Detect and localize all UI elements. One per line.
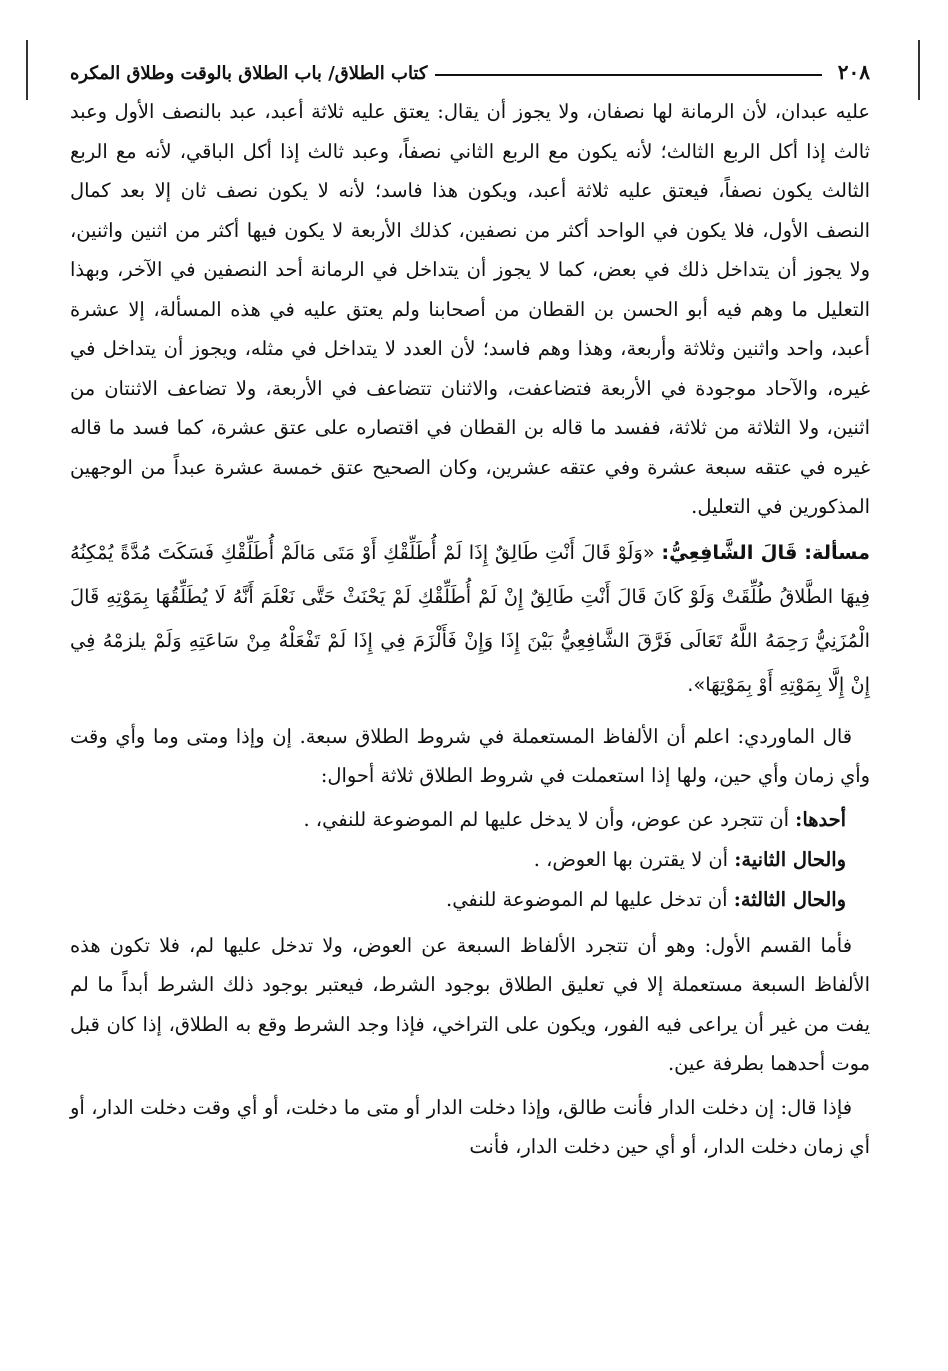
masala-paragraph <box>70 531 870 707</box>
list-item-label: أحدها: <box>795 807 846 831</box>
body-text <box>70 92 870 1167</box>
right-margin-mark <box>918 40 920 100</box>
paragraph-1: عليه عبدان، لأن الرمانة لها نصفان، ولا يجوز أن يقال: يعتق عليه ثلاثة أعبد، عبد بالنصف الأول وعبد ثالث إذا أكل الربع الثالث؛ لأنه يكون مع الربع الثاني نصفاً، وعبد ثالث إذا أكل الباقي، لأنه مع الربع الثالث يكون نصفاً، فيعتق عليه ثلاثة أعبد، ويكون هذا فاسد؛ لأنه لا يكون نصف ثان إلا بعد كمال النصف الأول، فلا يكون في الواحد أكثر من نصفين، كذلك الأربعة لا يكون فيها أكثر من اثنين واثنين، ولا يجوز أن يتداخل ذلك في بعض، كما لا يجوز أن يتداخل في الرمانة أحد النصفين في الآخر، وبهذا التعليل ما وهم فيه أبو الحسن بن القطان من أصحابنا ولم يعتق عليه في هذه المسألة، إلا عشرة أعبد، واحد واثنين وثلاثة وأربعة، وهذا وهم فاسد؛ لأن العدد لا يتداخل في مثله، ويجوز أن يتداخل في غيره، والآحاد موجودة في الأربعة فتضاعفت، والاثنان تتضاعف في الأربعة، ولا تضاعف الاثنتان من اثنين، ولا الثلاثة من ثلاثة، ففسد ما قاله بن القطان في اقتصاره على عتق عشرة، كما فسد ما قاله غيره في عتقه سبعة عشرة وفي عتقه عشرين، وكان الصحيح عتق خمسة عشرة عبداً من الوجهين المذكورين في التعليل. <box>70 100 870 518</box>
header-title: كتاب الطلاق/ باب الطلاق بالوقت وطلاق المكره <box>70 63 428 84</box>
list-item <box>70 880 846 920</box>
list-item-text: أن لا يقترن بها العوض، . <box>533 847 729 871</box>
list-item-label: والحال الثالثة: <box>733 887 846 911</box>
masala-quote: «وَلَوْ قَالَ أَنْتِ طَالِقٌ إِذَا لَمْ أُطَلِّقْكِ أَوْ مَتَى مَالَمْ أُطَلِّقْكِ فَسَكَتَ مُدَّةً يُمْكِنُهُ فِيهَا الطَّلاقُ طُلِّقَتْ وَلَوْ كَانَ قَالَ أَنْتِ طَالِقٌ إِنْ لَمْ أُطَلِّقْكِ لَمْ يَحْنَثْ حَتَّى نَعْلَمَ أَنَّهُ لَا يُطَلِّقُهَا بِمَوْتِهِ قَالَ الْمُزَنِيُّ رَحِمَهُ اللَّهُ تَعَالَى فَرَّقَ الشَّافِعِيُّ بَيْنَ إِذَا وَإِنْ فَأَلْزَمَ فِي إِذَا لَمْ تَفْعَلْهُ مِنْ سَاعَتِهِ وَلَمْ يلزمْهُ فِي إِنْ إِلَّا بِمَوْتِهِ أَوْ بِمَوْتِهَا». <box>70 540 870 696</box>
list-item <box>70 800 846 840</box>
paragraph-5: فإذا قال: إن دخلت الدار فأنت طالق، وإذا دخلت الدار أو متى ما دخلت، أو أي وقت دخلت الدار، أو أي زمان دخلت الدار، أو أي حين دخلت الدار، فأنت <box>70 1095 870 1158</box>
list-item <box>70 840 846 880</box>
list-item-label: والحال الثانية: <box>734 847 846 871</box>
running-header <box>70 50 870 84</box>
list-item-text: أن تتجرد عن عوض، وأن لا يدخل عليها لم الموضوعة للنفي، . <box>303 807 789 831</box>
paragraph-3: قال الماوردي: اعلم أن الألفاظ المستعملة في شروط الطلاق سبعة. إن وإذا ومتى وما وأي وقت وأي زمان وأي حين، ولها إذا استعملت في شروط الطلاق ثلاثة أحوال: <box>70 724 870 787</box>
masala-speaker: قَالَ الشَّافِعِيُّ: <box>661 540 798 564</box>
list-item-text: أن تدخل عليها لم الموضوعة للنفي. <box>446 887 728 911</box>
page-number: ٢٠٨ <box>837 60 870 84</box>
paragraph-4: فأما القسم الأول: وهو أن تتجرد الألفاظ السبعة عن العوض، ولا تدخل عليها لم، فلا تكون هذه الألفاظ السبعة مستعملة إلا في تعليق الطلاق بوجود الشرط، فيعتبر بوجود ذلك الشرط أبداً ما لم يفت من غير أن يراعى فيه الفور، ويكون على التراخي، فإذا وجد الشرط وقع به الطلاق، إذا كان قبل موت أحدهما بطرفة عين. <box>70 933 870 1075</box>
header-rule <box>435 74 821 76</box>
left-margin-mark <box>26 40 28 100</box>
document-page <box>70 50 870 1171</box>
masala-label: مسألة: <box>804 540 871 564</box>
